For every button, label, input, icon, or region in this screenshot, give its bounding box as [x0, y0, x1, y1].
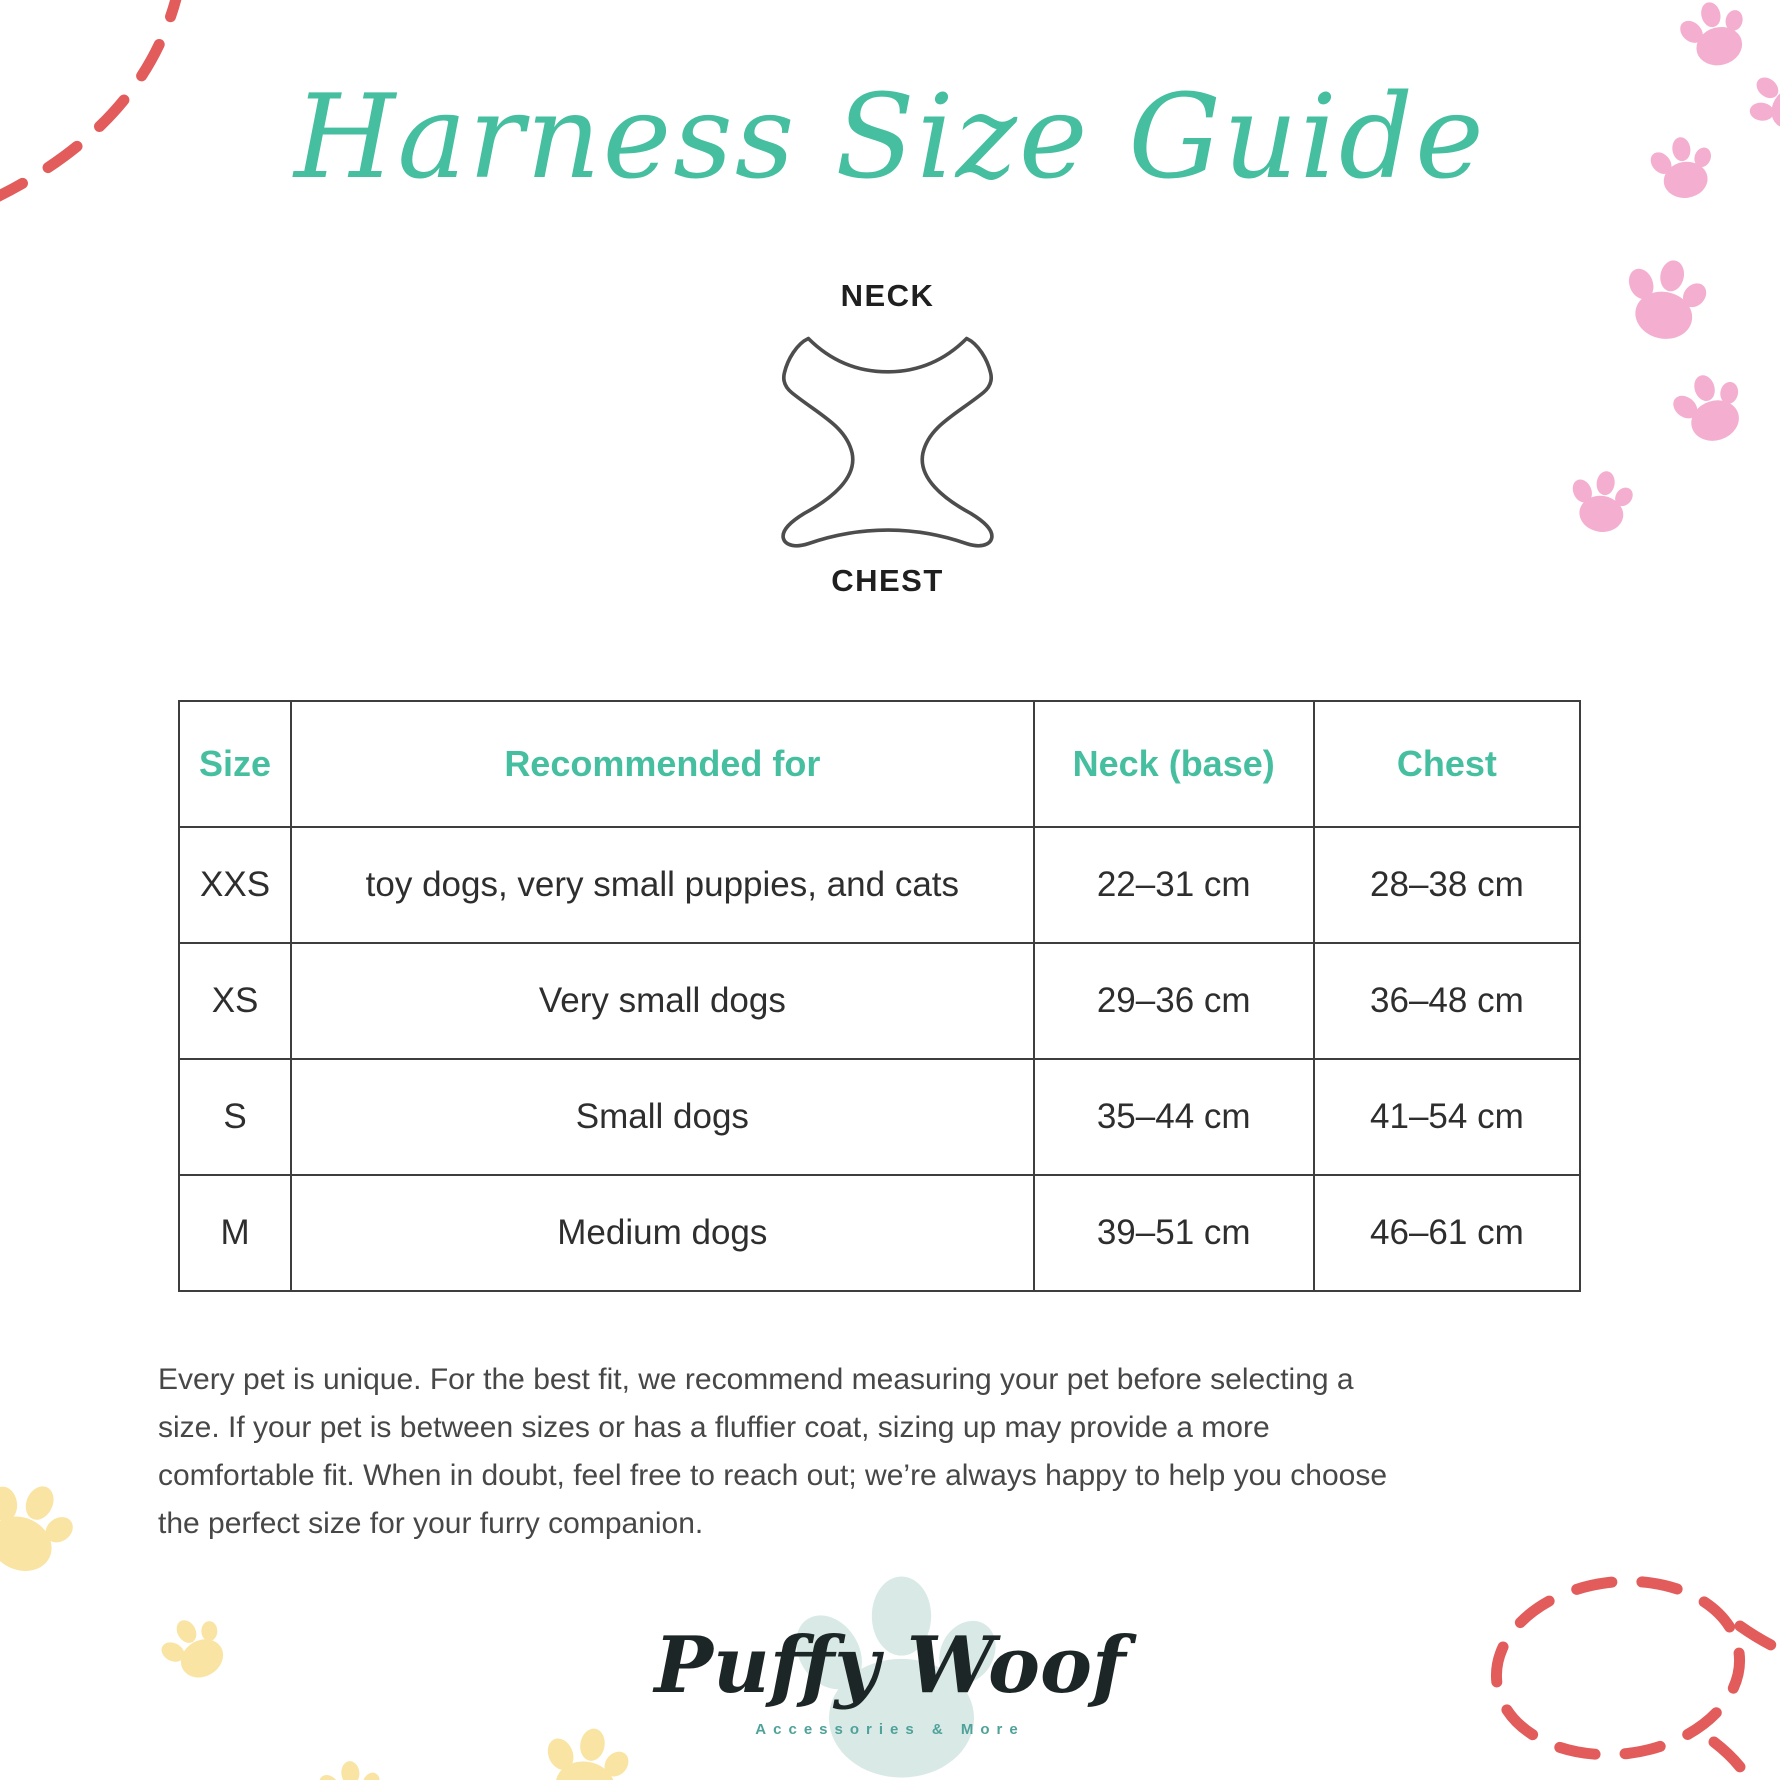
table-row: [179, 1175, 1580, 1291]
cell-chest: 28–38 cm: [1314, 827, 1580, 943]
table-row: [179, 1059, 1580, 1175]
paw-icon: [1563, 466, 1639, 536]
paw-icon: [1613, 251, 1716, 347]
cell-size: M: [179, 1175, 291, 1291]
paw-icon: [149, 1605, 238, 1692]
brand-logo: [580, 1556, 1200, 1780]
cell-neck: 39–51 cm: [1034, 1175, 1314, 1291]
brand-tagline: Accessories & More: [755, 1721, 1025, 1738]
table-row: [179, 827, 1580, 943]
header-size: Size: [179, 701, 291, 827]
dashed-leash-loop-bottom-right-icon: [1486, 1568, 1780, 1780]
header-chest: Chest: [1314, 701, 1580, 827]
cell-neck: 35–44 cm: [1034, 1059, 1314, 1175]
paw-icon: [1671, 0, 1757, 74]
cell-neck: 22–31 cm: [1034, 827, 1314, 943]
header-recommended-for: Recommended for: [291, 701, 1034, 827]
cell-recommended: Medium dogs: [291, 1175, 1034, 1291]
cell-size: S: [179, 1059, 291, 1175]
harness-diagram: [763, 278, 1013, 599]
table-header-row: [179, 701, 1580, 827]
cell-size: XS: [179, 943, 291, 1059]
cell-neck: 29–36 cm: [1034, 943, 1314, 1059]
paw-icon: [0, 1465, 89, 1587]
sizing-note: Every pet is unique. For the best fit, we recommend measuring your pet before selecting a size. If your pet is between sizes or has a fluffier coat, sizing up may provide a more comfortable fit. When in doubt, feel free to reach out; we’re always happy to help you choose the perfect size for your furry companion.: [158, 1363, 1388, 1540]
size-table: [178, 700, 1581, 1292]
neck-label: NECK: [840, 278, 935, 313]
harness-outline-icon: [763, 326, 1013, 553]
table-row: [179, 943, 1580, 1059]
cell-chest: 41–54 cm: [1314, 1059, 1580, 1175]
cell-chest: 36–48 cm: [1314, 943, 1580, 1059]
cell-recommended: Very small dogs: [291, 943, 1034, 1059]
page-title: Harness Size Guide: [294, 70, 1486, 205]
header-neck-base: Neck (base): [1034, 701, 1314, 827]
chest-label: CHEST: [831, 563, 944, 598]
paw-icon: [1663, 365, 1755, 452]
paw-icon: [313, 1758, 386, 1780]
brand-name: Puffy Woof: [654, 1620, 1126, 1711]
cell-recommended: toy dogs, very small puppies, and cats: [291, 827, 1034, 943]
cell-chest: 46–61 cm: [1314, 1175, 1580, 1291]
cell-size: XXS: [179, 827, 291, 943]
cell-recommended: Small dogs: [291, 1059, 1034, 1175]
